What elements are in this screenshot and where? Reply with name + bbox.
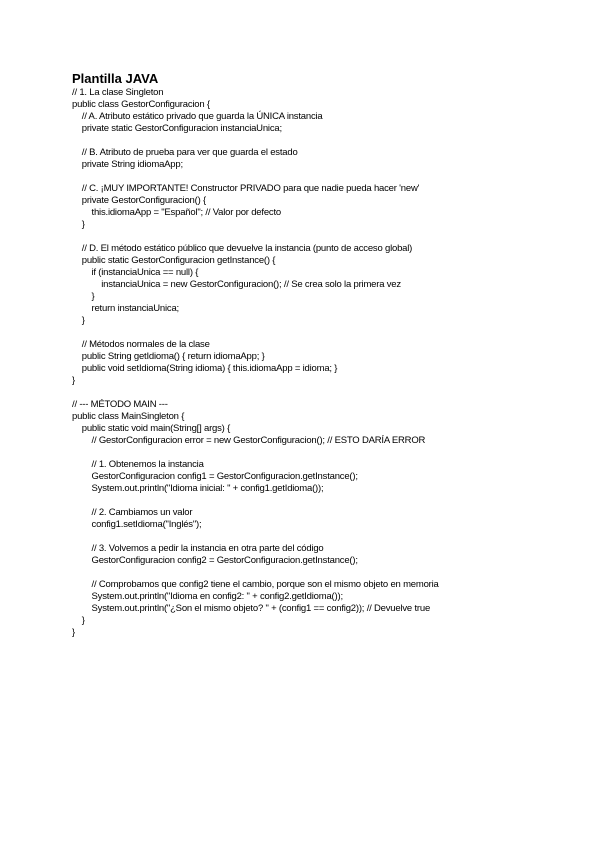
document-title: Plantilla JAVA (72, 71, 159, 86)
code-line: public class MainSingleton { (72, 411, 185, 422)
code-line: // 2. Cambiamos un valor (72, 507, 193, 518)
code-line: } (72, 375, 75, 386)
code-line (72, 531, 439, 543)
code-line (72, 567, 439, 579)
code-line: // 1. La clase Singleton (72, 87, 164, 98)
code-line: System.out.println("¿Son el mismo objeto? " + (config1 == config2)); // Devuelve true (72, 603, 431, 614)
code-line: public String getIdioma() { return idiomaApp; } (72, 351, 265, 362)
code-line: // --- MÉTODO MAIN --- (72, 399, 168, 410)
code-line: // Métodos normales de la clase (72, 339, 210, 350)
code-line: // Comprobamos que config2 tiene el cambio, porque son el mismo objeto en memoria (72, 579, 439, 590)
code-line: public void setIdioma(String idioma) { this.idiomaApp = idioma; } (72, 363, 338, 374)
code-line: this.idiomaApp = "Español"; // Valor por defecto (72, 207, 281, 218)
code-block (72, 87, 439, 639)
code-line: } (72, 315, 85, 326)
code-line: public static GestorConfiguracion getInstance() { (72, 255, 276, 266)
code-line: // A. Atributo estático privado que guarda la ÚNICA instancia (72, 111, 323, 122)
code-line: instanciaUnica = new GestorConfiguracion(); // Se crea solo la primera vez (72, 279, 401, 290)
code-line: // GestorConfiguracion error = new GestorConfiguracion(); // ESTO DARÍA ERROR (72, 435, 426, 446)
code-line (72, 171, 439, 183)
code-line: } (72, 615, 85, 626)
code-line: System.out.println("Idioma en config2: " + config2.getIdioma()); (72, 591, 343, 602)
code-line (72, 495, 439, 507)
code-line: return instanciaUnica; (72, 303, 179, 314)
code-line: System.out.println("Idioma inicial: " + config1.getIdioma()); (72, 483, 324, 494)
code-line: config1.setIdioma("Inglés"); (72, 519, 202, 530)
code-line: // 1. Obtenemos la instancia (72, 459, 204, 470)
code-line: public static void main(String[] args) { (72, 423, 231, 434)
code-line: public class GestorConfiguracion { (72, 99, 210, 110)
code-line: GestorConfiguracion config1 = GestorConfiguracion.getInstance(); (72, 471, 358, 482)
code-line (72, 327, 439, 339)
code-line: // 3. Volvemos a pedir la instancia en otra parte del código (72, 543, 324, 554)
code-line (72, 387, 439, 399)
code-line: } (72, 627, 75, 638)
code-line: } (72, 291, 95, 302)
code-line: private String idiomaApp; (72, 159, 183, 170)
code-line: // C. ¡MUY IMPORTANTE! Constructor PRIVADO para que nadie pueda hacer 'new' (72, 183, 420, 194)
code-line: private static GestorConfiguracion instanciaUnica; (72, 123, 282, 134)
code-line: private GestorConfiguracion() { (72, 195, 206, 206)
code-line: // B. Atributo de prueba para ver que guarda el estado (72, 147, 298, 158)
code-line (72, 447, 439, 459)
code-line: if (instanciaUnica == null) { (72, 267, 199, 278)
code-line: } (72, 219, 85, 230)
code-line: GestorConfiguracion config2 = GestorConfiguracion.getInstance(); (72, 555, 358, 566)
code-line (72, 135, 439, 147)
code-line (72, 231, 439, 243)
code-line: // D. El método estático público que devuelve la instancia (punto de acceso global) (72, 243, 413, 254)
